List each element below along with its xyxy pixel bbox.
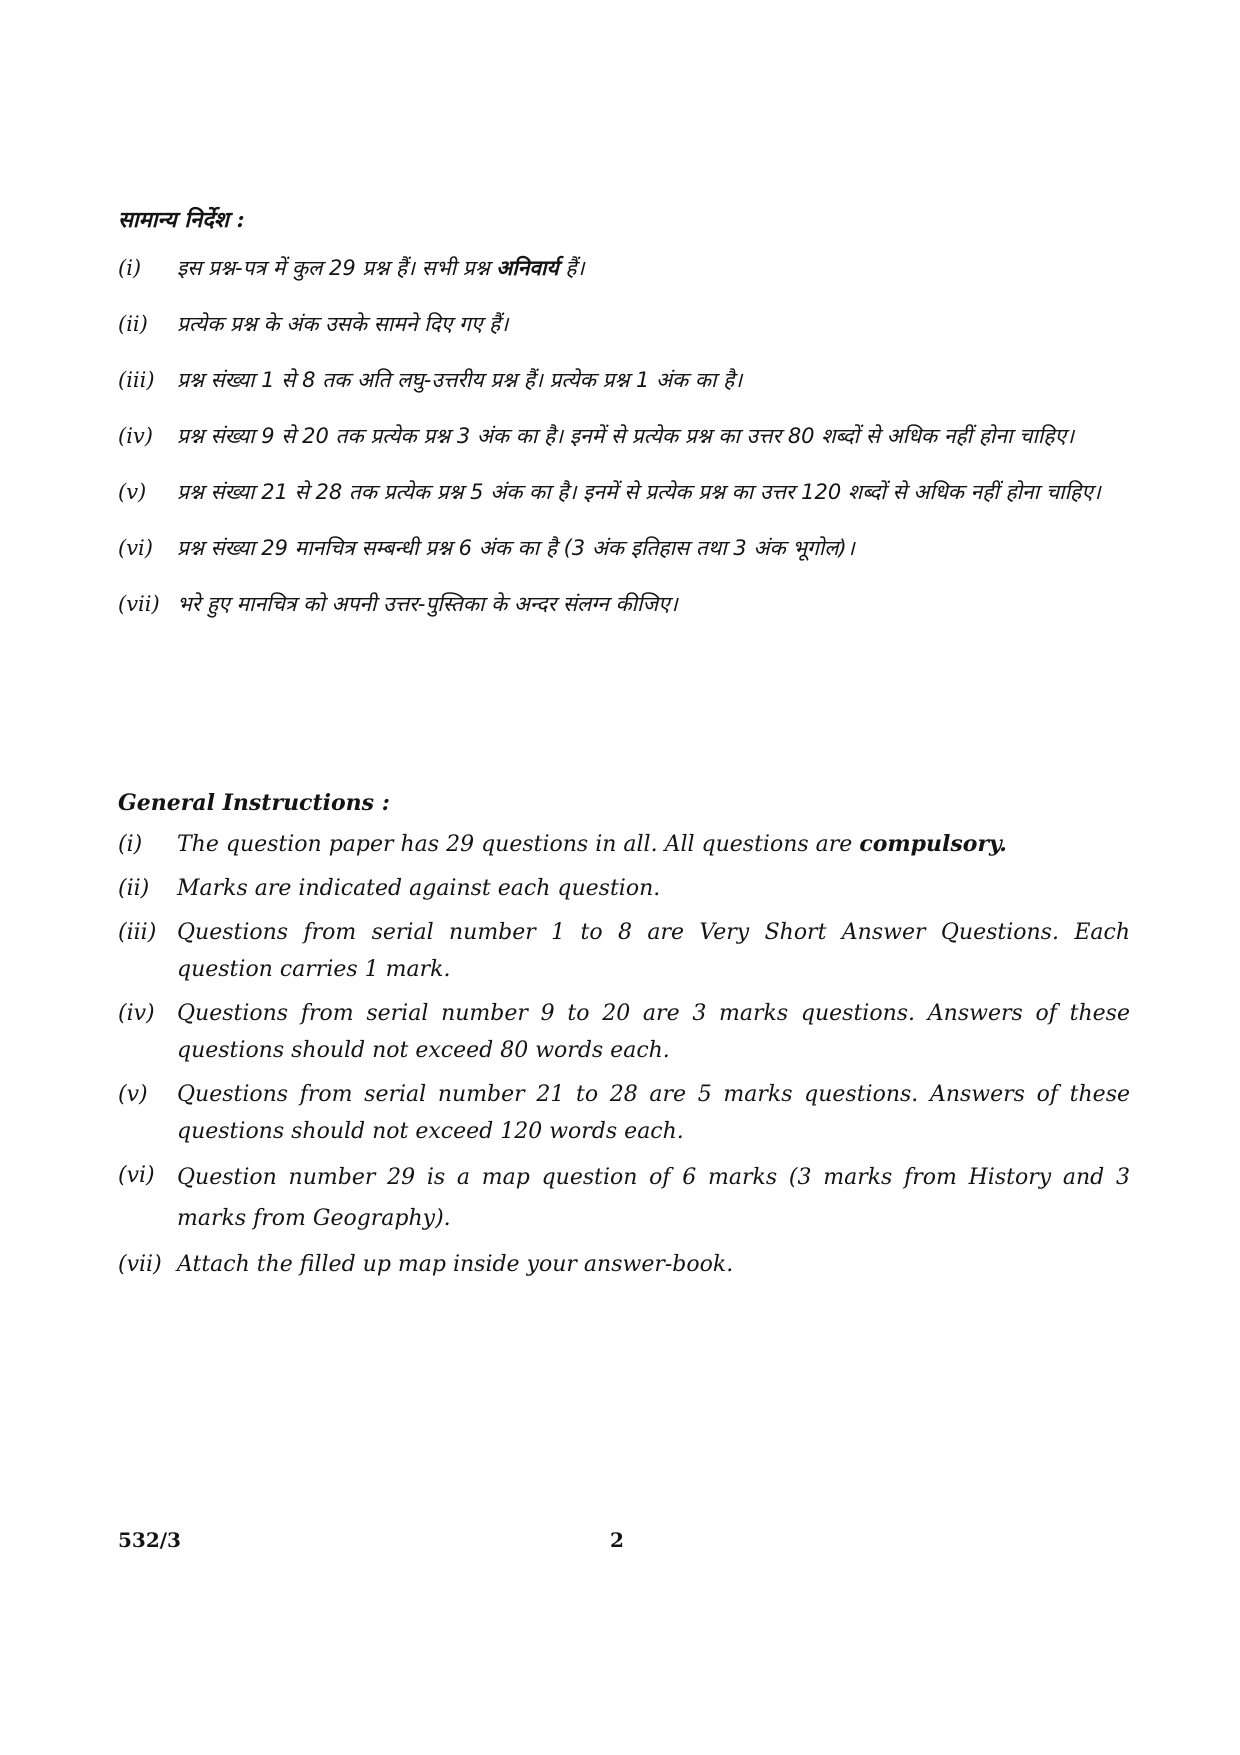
item-number: (ii) xyxy=(118,312,148,336)
item-text: Marks are indicated against each question. xyxy=(177,876,661,901)
item-number: (i) xyxy=(118,832,143,857)
item-number: (vii) xyxy=(118,1252,162,1277)
item-text: Attach the filled up map inside your answer-book. xyxy=(177,1252,734,1277)
english-item-5 xyxy=(118,1076,1130,1150)
item-text: प्रत्येक प्रश्न के अंक उसके सामने दिए गए हैं। xyxy=(177,312,509,336)
english-item-4 xyxy=(118,995,1130,1069)
english-item-1 xyxy=(118,826,1130,863)
hindi-heading: सामान्य निर्देश : xyxy=(118,207,245,233)
paper-code: 532/3 xyxy=(118,1528,181,1552)
english-item-3 xyxy=(118,914,1130,988)
english-item-6 xyxy=(118,1157,1130,1239)
hindi-item-4 xyxy=(118,412,1130,460)
item-number: (ii) xyxy=(118,876,150,901)
item-text-emphasis: अनिवार्य xyxy=(496,256,559,280)
item-text-end: हैं। xyxy=(558,256,585,280)
item-text xyxy=(177,826,1130,863)
english-heading: General Instructions : xyxy=(118,790,390,816)
item-number: (v) xyxy=(118,480,147,504)
english-item-2 xyxy=(118,870,1130,907)
item-text: प्रश्न संख्या 9 से 20 तक प्रत्येक प्रश्न 3 अंक का है। इनमें से प्रत्येक प्रश्न का उत्तर 80 शब्दों से अधिक नहीं होना चाहिए। xyxy=(177,424,1075,448)
item-text: भरे हुए मानचित्र को अपनी उत्तर-पुस्तिका के अन्दर संलग्न कीजिए। xyxy=(177,592,678,616)
item-number: (vi) xyxy=(118,1163,155,1188)
english-instructions xyxy=(118,786,1130,1290)
hindi-item-3 xyxy=(118,356,1130,404)
item-number: (v) xyxy=(118,1082,148,1107)
item-number: (iv) xyxy=(118,424,153,448)
hindi-item-2 xyxy=(118,300,1130,348)
item-text: Question number 29 is a map question of 6 marks (3 marks from History and 3 marks from Geography). xyxy=(177,1165,1130,1231)
item-text: प्रश्न संख्या 1 से 8 तक अति लघु-उत्तरीय प्रश्न हैं। प्रत्येक प्रश्न 1 अंक का है। xyxy=(177,368,743,392)
hindi-item-5 xyxy=(118,468,1130,516)
item-number: (iv) xyxy=(118,1001,155,1026)
item-text-main: इस प्रश्न-पत्र में कुल 29 प्रश्न हैं। सभी प्रश्न xyxy=(177,256,497,280)
item-number: (i) xyxy=(118,256,142,280)
hindi-item-6 xyxy=(118,524,1130,572)
item-number: (iii) xyxy=(118,920,157,945)
item-number: (vi) xyxy=(118,536,153,560)
item-text xyxy=(177,244,1130,292)
hindi-item-1 xyxy=(118,244,1130,292)
item-text: Questions from serial number 9 to 20 are 3 marks questions. Answers of these questions should not exceed 80 words each. xyxy=(177,1001,1130,1063)
item-text: Questions from serial number 21 to 28 are 5 marks questions. Answers of these questions should not exceed 120 words each. xyxy=(177,1082,1130,1144)
item-text: प्रश्न संख्या 21 से 28 तक प्रत्येक प्रश्न 5 अंक का है। इनमें से प्रत्येक प्रश्न का उत्तर 120 शब्दों से अधिक नहीं होना चाहिए। xyxy=(177,480,1101,504)
hindi-instructions xyxy=(118,204,1130,636)
hindi-item-7 xyxy=(118,580,1130,628)
page-number: 2 xyxy=(610,1528,624,1552)
item-text: Questions from serial number 1 to 8 are Very Short Answer Questions. Each question carries 1 mark. xyxy=(177,920,1130,982)
item-text-emphasis: compulsory. xyxy=(859,831,1007,857)
item-number: (iii) xyxy=(118,368,155,392)
item-text-main: The question paper has 29 questions in all. All questions are xyxy=(177,832,860,857)
item-text: प्रश्न संख्या 29 मानचित्र सम्बन्धी प्रश्न 6 अंक का है (3 अंक इतिहास तथा 3 अंक भूगोल)। xyxy=(177,536,855,560)
item-number: (vii) xyxy=(118,592,160,616)
english-item-7 xyxy=(118,1246,1130,1283)
